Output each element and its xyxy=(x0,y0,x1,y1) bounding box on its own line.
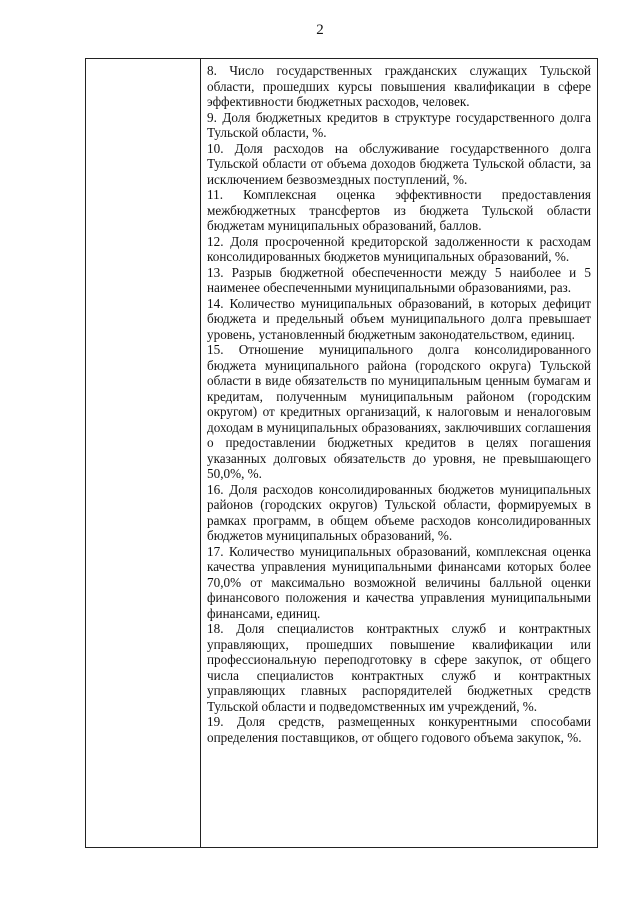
indicator-item-9: 9. Доля бюджетных кредитов в структуре государственного долга Тульской области, %. xyxy=(207,109,591,140)
indicator-item-10: 10. Доля расходов на обслуживание государственного долга Тульской области от объема доходов бюджета Тульской области, за исключением безвозмездных поступлений, %. xyxy=(207,140,591,187)
indicator-item-19: 19. Доля средств, размещенных конкурентными способами определения поставщиков, от общего годового объема закупок, %. xyxy=(207,714,591,745)
indicator-item-12: 12. Доля просроченной кредиторской задолженности к расходам консолидированных бюджетов муниципальных образований, %. xyxy=(207,233,591,264)
indicator-item-16: 16. Доля расходов консолидированных бюджетов муниципальных районов (городских округов) Тульской области, формируемых в рамках программ, в общем объеме расходов консолидированных бюджетов муниципальных образований, %. xyxy=(207,481,591,543)
indicator-item-14: 14. Количество муниципальных образований, в которых дефицит бюджета и предельный объем муниципального долга превышает уровень, установленный бюджетным законодательством, единиц. xyxy=(207,295,591,342)
page-number: 2 xyxy=(316,22,324,38)
indicator-item-8: 8. Число государственных гражданских служащих Тульской области, прошедших курсы повышения квалификации в сфере эффективности бюджетных расходов, человек. xyxy=(207,63,591,109)
indicator-item-18: 18. Доля специалистов контрактных служб и контрактных управляющих, прошедших повышение квалификации или профессиональную переподготовку в сфере закупок, от общего числа специалистов контрактных служб и контрактных управляющих главных распорядителей бюджетных средств Тульской области и подведомственных им учреждений, %. xyxy=(207,621,591,714)
indicator-item-13: 13. Разрыв бюджетной обеспеченности между 5 наиболее и 5 наименее обеспеченными муниципальными образованиями, раз. xyxy=(207,264,591,295)
indicators-table xyxy=(85,58,598,848)
indicator-item-15: 15. Отношение муниципального долга консолидированного бюджета муниципального района (городского округа) Тульской области в виде обязательств по муниципальным ценным бумагам и кредитам, полученным муниципальным районом (городским округом) от кредитных организаций, к налоговым и неналоговым доходам в муниципальных образованиях, заключивших соглашения о предоставлении бюджетных кредитов в целях погашения указанных долговых обязательств до уровня, не превышающего 50,0%, %. xyxy=(207,342,591,481)
indicator-item-11: 11. Комплексная оценка эффективности предоставления межбюджетных трансфертов из бюджета Тульской области бюджетам муниципальных образований, баллов. xyxy=(207,187,591,233)
indicator-item-17: 17. Количество муниципальных образований, комплексная оценка качества управления муниципальными финансами которых более 70,0% от максимально возможной величины балльной оценки финансового положения и качества управления муниципальными финансами, единиц. xyxy=(207,543,591,621)
indicators-column xyxy=(201,59,597,745)
